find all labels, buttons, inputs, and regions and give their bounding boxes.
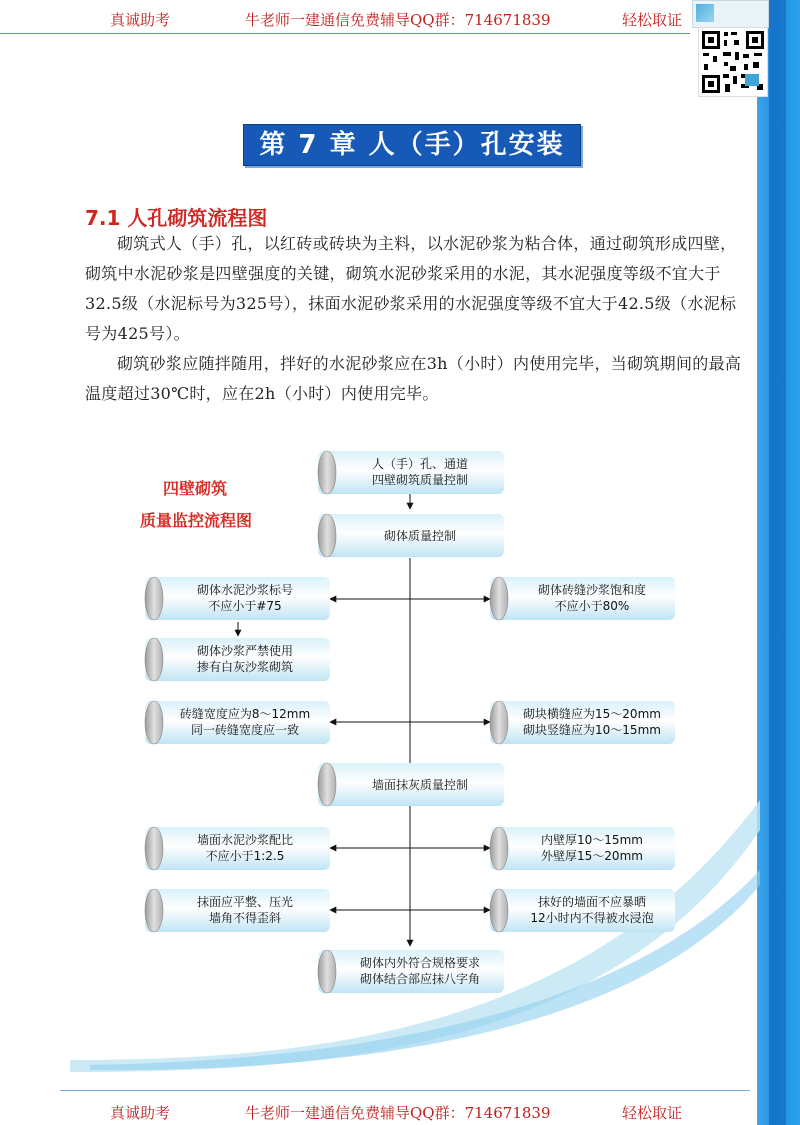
right-node-4-line2: 12小时内不得被水浸泡 <box>530 911 654 925</box>
center-node-2 <box>318 514 504 557</box>
right-node-4-line1: 抹好的墙面不应暴晒 <box>537 895 647 909</box>
center-node-1-line1: 人（手）孔、通道 <box>371 457 469 471</box>
right-node-2-line1: 砌块横缝应为15～20mm <box>523 707 661 721</box>
footer-left-text: 真诚助考 <box>110 1104 171 1122</box>
chapter-title: 第 7 章 人（手）孔安装 <box>243 124 581 166</box>
left-node-5-line2: 墙角不得歪斜 <box>208 911 282 925</box>
center-node-4-line2: 砌体结合部应抹八字角 <box>359 972 481 986</box>
header-right-text: 轻松取证 <box>622 11 683 29</box>
page-footer <box>0 1088 760 1125</box>
left-node-4-line1: 墙面水泥沙浆配比 <box>196 833 294 847</box>
left-node-2 <box>145 638 330 681</box>
center-node-3 <box>318 763 504 806</box>
left-node-3-line1: 砖缝宽度应为8～12mm <box>179 707 311 721</box>
center-node-4-line1: 砌体内外符合规格要求 <box>359 956 481 970</box>
left-node-4-line2: 不应小于1:2.5 <box>205 849 285 863</box>
right-node-1-line2: 不应小于80% <box>554 599 630 613</box>
left-node-3-line2: 同一砖缝宽度应一致 <box>190 723 300 737</box>
right-node-1 <box>490 577 675 620</box>
center-node-3-line1: 墙面抹灰质量控制 <box>371 778 469 792</box>
center-node-1 <box>318 451 504 494</box>
right-node-2 <box>490 701 675 744</box>
left-node-2-line1: 砌体沙浆严禁使用 <box>196 644 294 658</box>
right-node-1-line1: 砌体砖缝沙浆饱和度 <box>537 583 647 597</box>
center-node-2-line1: 砌体质量控制 <box>383 529 457 543</box>
right-node-3-line2: 外壁厚15～20mm <box>541 849 643 863</box>
center-node-4 <box>318 950 504 993</box>
footer-center-text: 牛老师一建通信免费辅导QQ群：714671839 <box>245 1104 551 1122</box>
footer-right-text: 轻松取证 <box>622 1104 683 1122</box>
center-node-1-line2: 四壁砌筑质量控制 <box>371 473 469 487</box>
left-node-1-line2: 不应小于#75 <box>208 599 282 613</box>
left-node-5 <box>145 889 330 932</box>
left-node-2-line2: 掺有白灰沙浆砌筑 <box>196 660 294 674</box>
right-node-4 <box>490 889 675 932</box>
left-node-5-line1: 抹面应平整、压光 <box>196 895 294 909</box>
paragraph-1: 砌筑式人（手）孔，以红砖或砖块为主料，以水泥砂浆为粘合体，通过砌筑形成四壁，砌筑中水泥砂浆是四壁强度的关键，砌筑水泥砂浆采用的水泥，其水泥强度等级不宜大于32.5级（水泥标号为325号），抹面水泥砂浆采用的水泥强度等级不宜大于42.5级（水泥标号为425号）。 <box>85 234 737 343</box>
header-left-text: 真诚助考 <box>110 11 171 29</box>
right-node-3 <box>490 827 675 870</box>
section-title: 7.1 人孔砌筑流程图 <box>85 206 268 230</box>
flowchart-title-line2: 质量监控流程图 <box>140 511 253 530</box>
right-node-3-line1: 内壁厚10～15mm <box>541 833 643 847</box>
left-node-1 <box>145 577 330 620</box>
paragraph-2: 砌筑砂浆应随拌随用，拌好的水泥砂浆应在3h（小时）内使用完毕，当砌筑期间的最高温度超过30℃时，应在2h（小时）内使用完毕。 <box>85 354 742 403</box>
left-node-1-line1: 砌体水泥沙浆标号 <box>196 583 294 597</box>
left-node-3 <box>145 701 330 744</box>
right-node-2-line2: 砌块竖缝应为10～15mm <box>523 723 661 737</box>
flowchart-title-line1: 四壁砌筑 <box>163 479 228 498</box>
header-center-text: 牛老师一建通信免费辅导QQ群：714671839 <box>245 11 551 29</box>
left-node-4 <box>145 827 330 870</box>
